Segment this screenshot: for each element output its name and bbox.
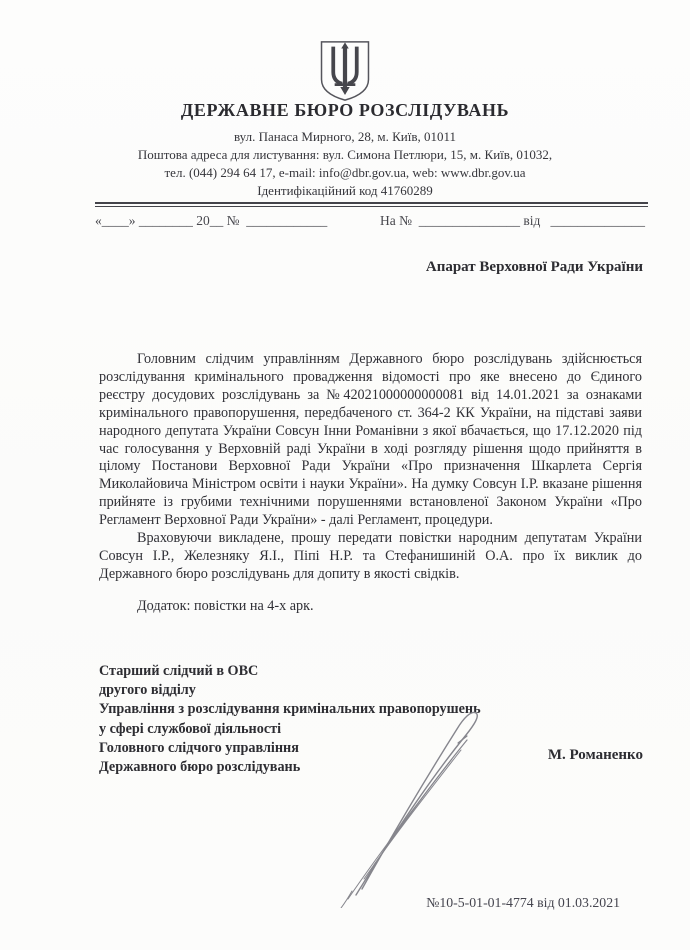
signature-position-line: Державного бюро розслідувань [99, 759, 301, 776]
footer-reference-number: №10-5-01-01-4774 від 01.03.2021 [426, 895, 620, 910]
address-line-id-code: Ідентифікаційний код 41760289 [257, 183, 433, 198]
address-line-street: вул. Панаса Мирного, 28, м. Київ, 01011 [233, 129, 457, 144]
org-name: ДЕРЖАВНЕ БЮРО РОЗСЛІДУВАНЬ [180, 100, 510, 120]
signature-position-line: у сфері службової діяльності [99, 720, 282, 737]
address-line-postal: Поштова адреса для листування: вул. Симона Петлюри, 15, м. Київ, 01032, [137, 147, 553, 162]
attachment-note: Додаток: повістки на 4-х арк. [137, 597, 314, 614]
signature-position-line: Старший слідчий в ОВС [99, 663, 259, 679]
letterhead-address [0, 128, 690, 200]
body-paragraph-1: Головним слідчим управлінням Державного бюро розслідувань здійснюється розслідування кримінального провадження відомості про яке внесено до Єдиного реєстру досудових розслідувань за №42021000000000081 від 14.01.2021 за ознаками кримінального правопорушення, передбаченого ст. 364-2 КК України, на підставі заяви народного депутата України Совсун Інни Романівни з якої вбачається, що 17.12.2020 під час голосування у Верховній раді України в ході розгляду рішення щодо прийняття в цілому Постанови Верховної Ради України «Про призначення Шкарлета Сергія Миколайовича Міністром освіти і науки України». На думку Совсун І.Р. вказане рішення прийняте із грубими технічними порушеннями встановленої Законом України «Про Регламент Верховної Ради України» - далі Регламент, процедури. [99, 351, 642, 529]
signature-position-block [99, 662, 579, 777]
outgoing-date-number-blank: «____» ________ 20__ № ____________ [95, 213, 328, 228]
signature-position-line: Головного слідчого управління [99, 739, 299, 756]
reply-to-number-blank: На № _______________ від ______________ [380, 213, 645, 228]
address-line-contacts: тел. (044) 294 64 17, e-mail: info@dbr.gov.ua, web: www.dbr.gov.ua [164, 165, 526, 180]
signature-position-line: другого відділу [99, 682, 196, 699]
trident-emblem-icon [317, 40, 373, 102]
letterhead-divider [95, 202, 648, 207]
signature-position-line: Управління з розслідування кримінальних правопорушень [99, 701, 481, 718]
signer-name: М. Романенко [547, 747, 643, 763]
body-paragraph-2: Враховуючи викладене, прошу передати повістки народним депутатам України Совсун І.Р., Железняку Я.І., Піпі Н.Р. та Стефанишиній О.А. про їх виклик до Державного бюро розслідувань для допиту в якості свідків. [99, 530, 642, 582]
reference-row [95, 213, 645, 229]
recipient: Апарат Верховної Ради України [425, 259, 643, 275]
letter-body [99, 351, 642, 616]
